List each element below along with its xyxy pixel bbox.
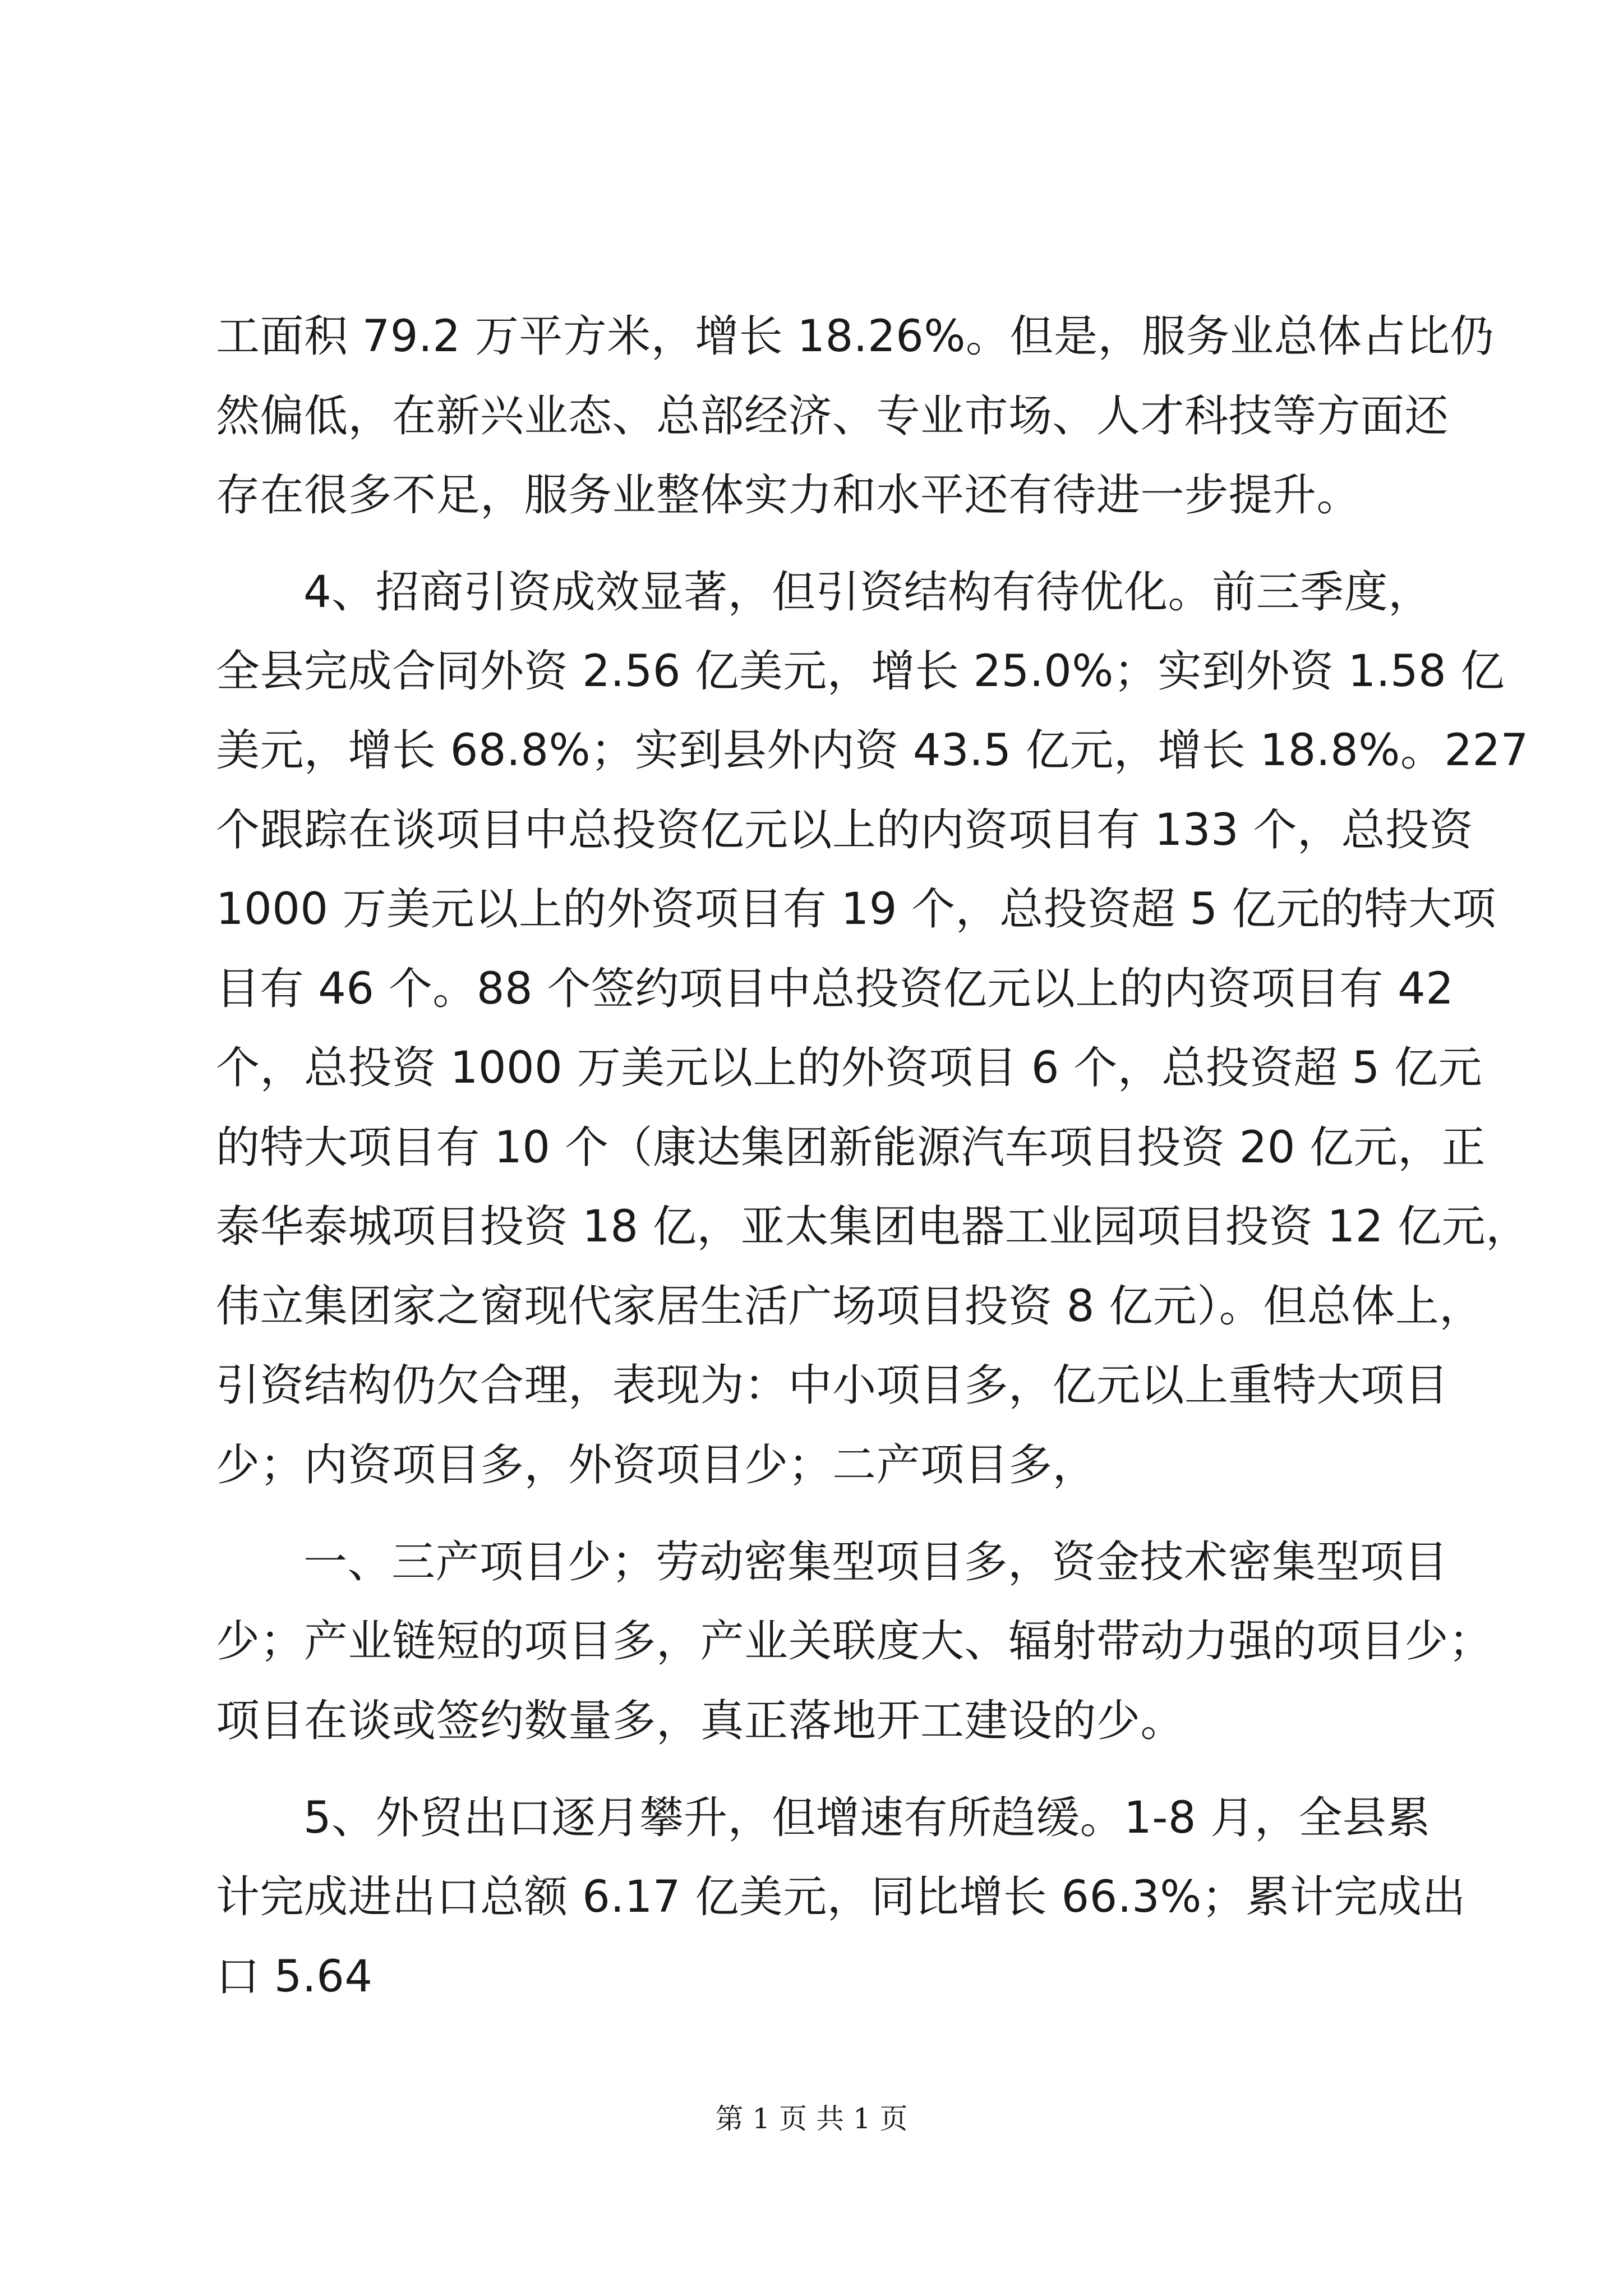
text-line: 美元，增长 68.8%；实到县外内资 43.5 亿元，增长 18.8%。227 [216, 725, 1529, 776]
page-number-footer: 第 1 页 共 1 页 [715, 2102, 908, 2135]
text-line: 计完成进出口总额 6.17 亿美元，同比增长 66.3%；累计完成出 [216, 1872, 1466, 1922]
text-line: 然偏低，在新兴业态、总部经济、专业市场、人才科技等方面还 [216, 391, 1449, 441]
text-line: 全县完成合同外资 2.56 亿美元，增长 25.0%；实到外资 1.58 亿 [216, 646, 1505, 697]
paragraph-5-start: 5、外贸出口逐月攀升，但增速有所趋缓。1-8 月，全县累 [303, 1793, 1431, 1843]
text-line: 伟立集团家之窗现代家居生活广场项目投资 8 亿元）。但总体上， [216, 1281, 1483, 1332]
text-line: 1000 万美元以上的外资项目有 19 个，总投资超 5 亿元的特大项 [216, 884, 1496, 935]
paragraph-continuation-start: 一、三产项目少；劳动密集型项目多，资金技术密集型项目 [303, 1537, 1449, 1588]
text-line: 项目在谈或签约数量多，真正落地开工建设的少。 [216, 1696, 1185, 1746]
text-line: 口 5.64 [216, 1952, 373, 2002]
text-line: 目有 46 个。88 个签约项目中总投资亿元以上的内资项目有 42 [216, 964, 1454, 1014]
paragraph-4-start: 4、招商引资成效显著，但引资结构有待优化。前三季度， [303, 567, 1432, 618]
text-line: 存在很多不足，服务业整体实力和水平还有待进一步提升。 [216, 470, 1361, 521]
text-line: 引资结构仍欠合理，表现为：中小项目多，亿元以上重特大项目 [216, 1360, 1449, 1411]
text-line: 泰华泰城项目投资 18 亿，亚太集团电器工业园项目投资 12 亿元， [216, 1202, 1530, 1252]
text-line: 少；内资项目多，外资项目少；二产项目多， [216, 1440, 1097, 1490]
text-line: 工面积 79.2 万平方米，增长 18.26%。但是，服务业总体占比仍 [216, 311, 1494, 362]
text-line: 个，总投资 1000 万美元以上的外资项目 6 个，总投资超 5 亿元 [216, 1043, 1483, 1093]
text-line: 个跟踪在谈项目中总投资亿元以上的内资项目有 133 个，总投资 [216, 805, 1473, 855]
text-line: 少；产业链短的项目多，产业关联度大、辐射带动力强的项目少； [216, 1616, 1493, 1667]
text-line: 的特大项目有 10 个（康达集团新能源汽车项目投资 20 亿元，正 [216, 1122, 1486, 1173]
